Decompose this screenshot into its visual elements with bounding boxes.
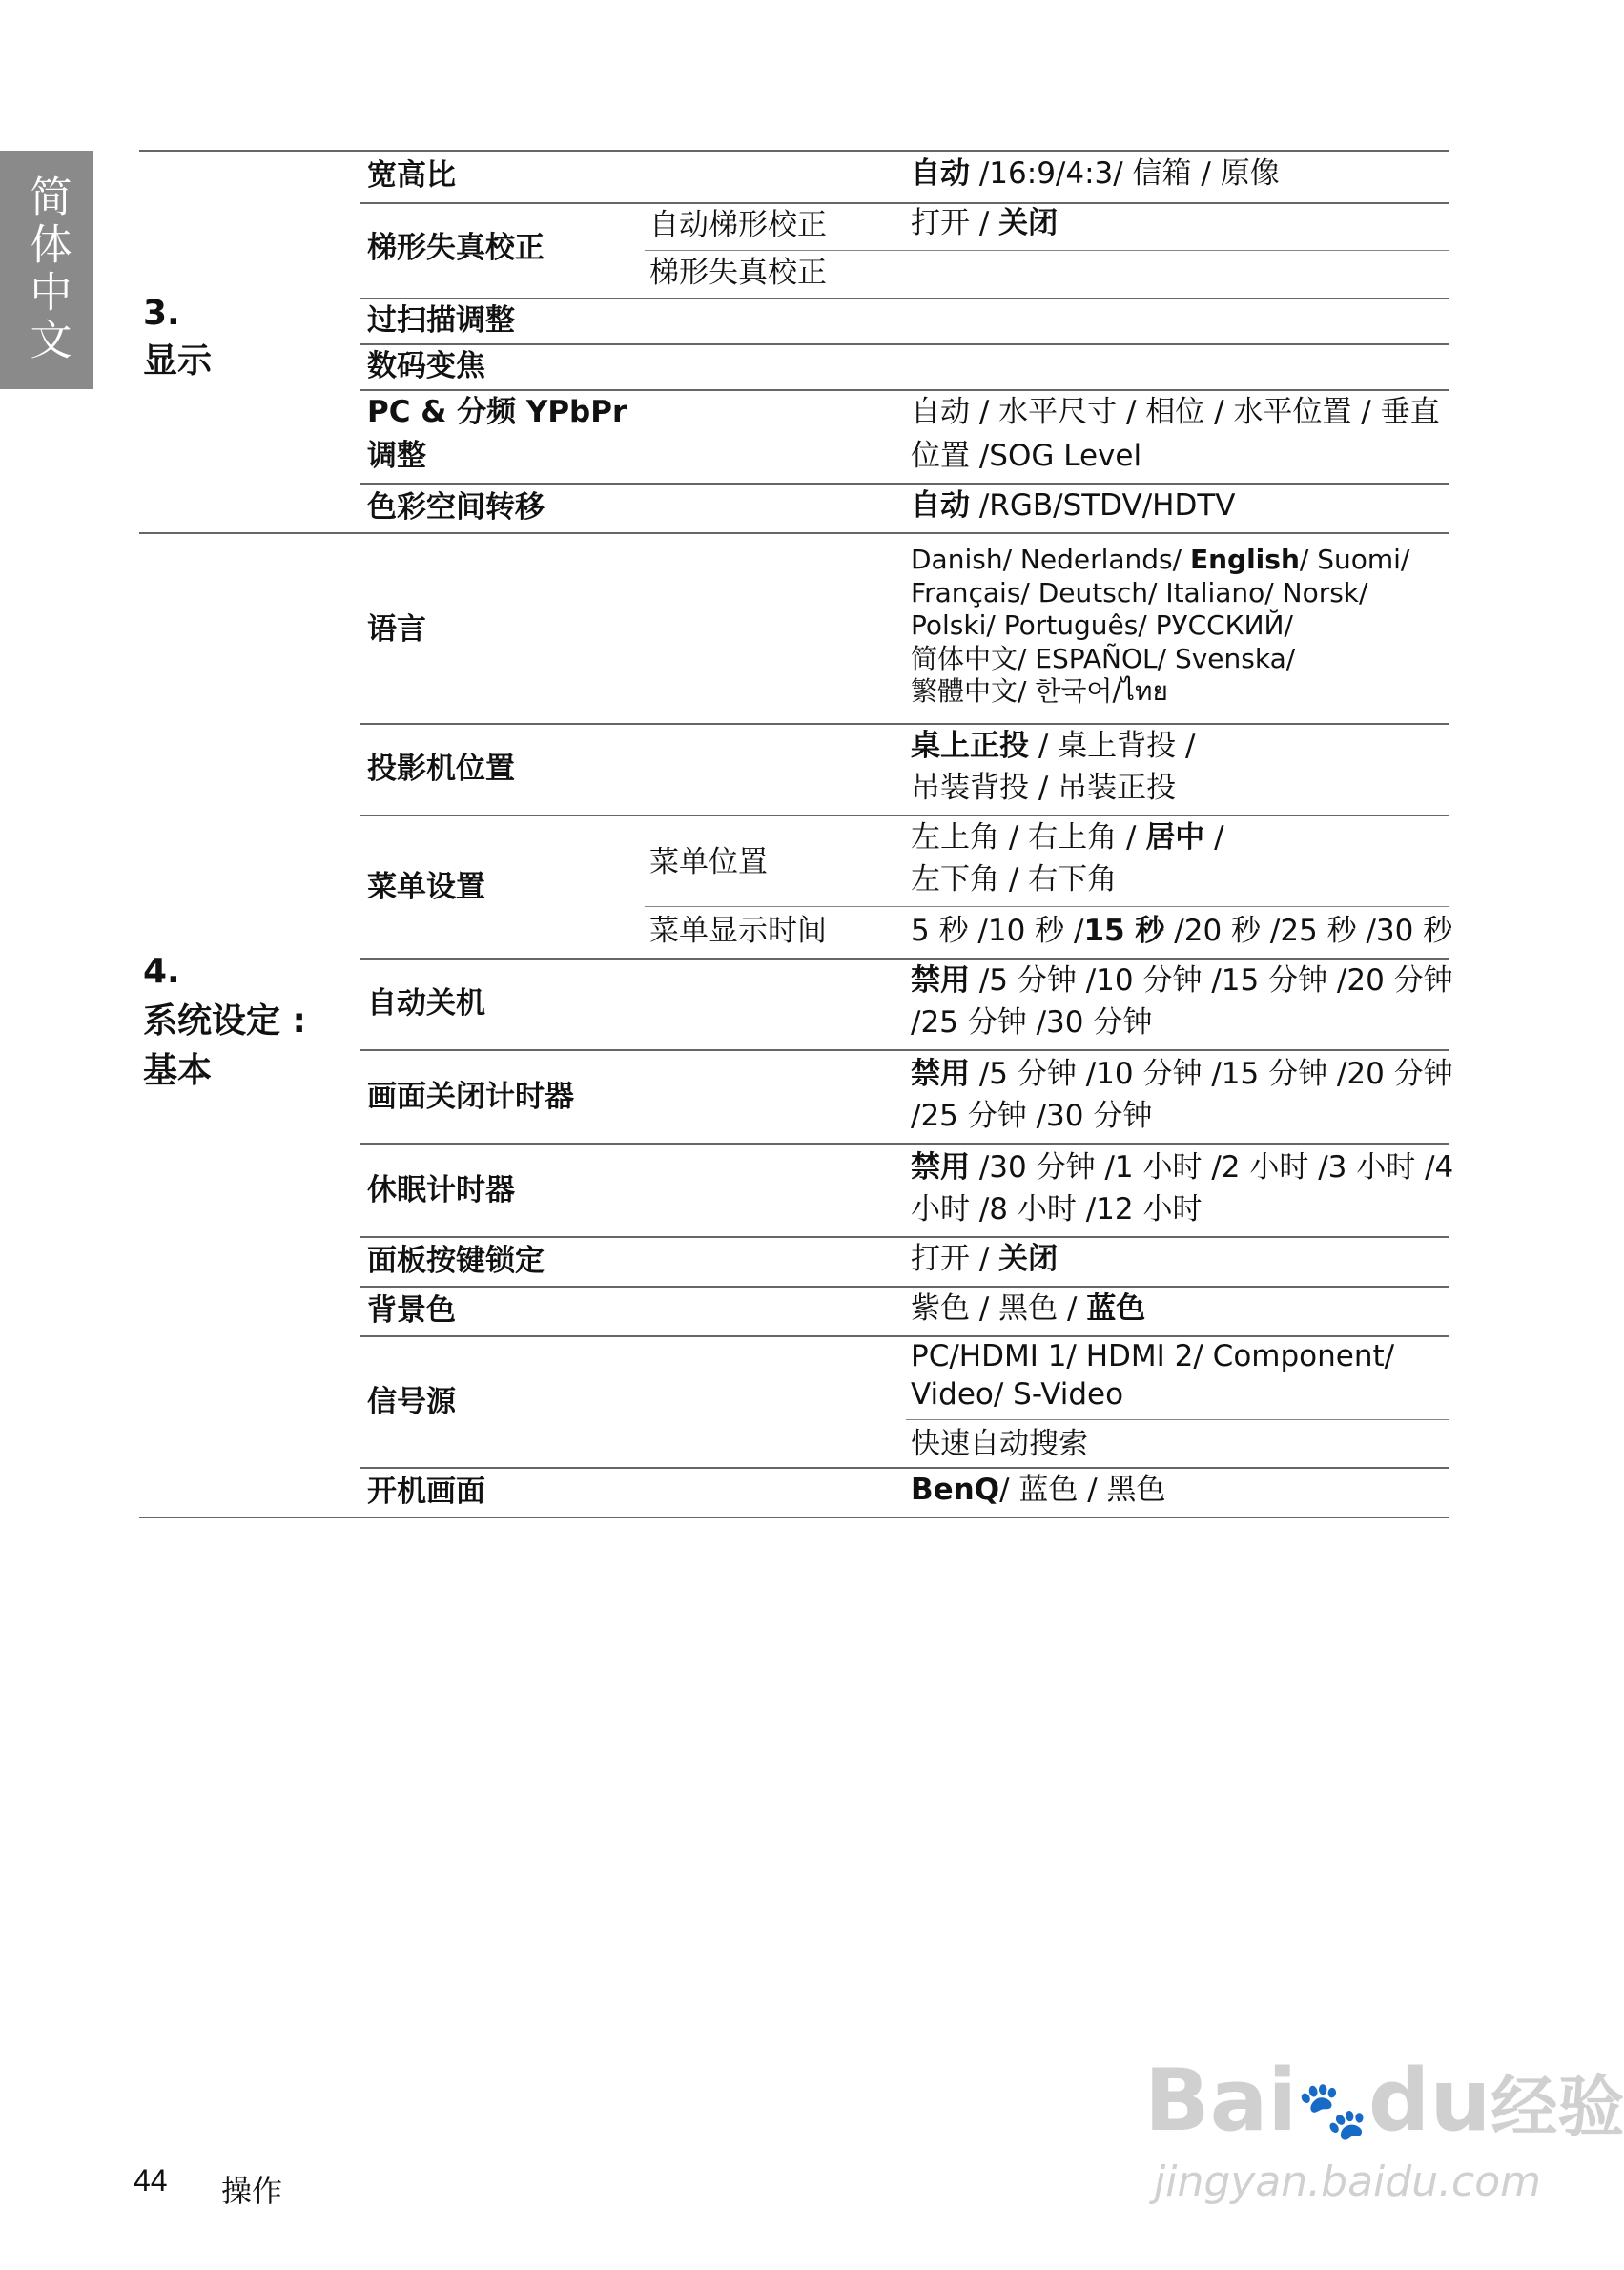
value-auto-off: 禁用 /5 分钟 /10 分钟 /15 分钟 /20 分钟 <box>911 963 1453 998</box>
rule <box>360 1286 1449 1288</box>
page-number: 44 <box>134 2163 168 2198</box>
row-label-panel-key-lock: 面板按键锁定 <box>367 1244 545 1278</box>
rule <box>360 815 1449 816</box>
value-aspect: 自动 /16:9/4:3/ 信箱 / 原像 <box>911 156 1280 191</box>
rule <box>360 202 1449 204</box>
value-blank-timer: 禁用 /5 分钟 /10 分钟 /15 分钟 /20 分钟 <box>911 1057 1453 1091</box>
value-sleep-timer: 禁用 /30 分钟 /1 小时 /2 小时 /3 小时 /4 <box>911 1150 1454 1185</box>
value-auto-off-2: /25 分钟 /30 分钟 <box>911 1005 1153 1040</box>
sub-label-keystone: 梯形失真校正 <box>649 256 827 290</box>
value-blank-timer-2: /25 分钟 /30 分钟 <box>911 1099 1153 1133</box>
value-panel-key-lock: 打开 / 关闭 <box>911 1242 1059 1276</box>
sub-label-menu-time: 菜单显示时间 <box>649 914 827 948</box>
language-side-tab: 简体中文 <box>0 151 93 389</box>
section-4-title-2: 基本 <box>143 1051 213 1090</box>
row-label-pc-ypbpr: PC & 分频 YPbPr <box>367 395 627 429</box>
rule <box>360 1236 1449 1238</box>
value-color-space: 自动 /RGB/STDV/HDTV <box>911 488 1236 523</box>
value-input-source: PC/HDMI 1/ HDMI 2/ Component/ <box>911 1339 1395 1373</box>
rule <box>906 1419 1449 1420</box>
value-auto-keystone: 打开 / 关闭 <box>911 206 1059 240</box>
section-4-number: 4. <box>143 952 180 991</box>
row-label-background-color: 背景色 <box>367 1293 456 1328</box>
value-input-source-2: Video/ S-Video <box>911 1377 1124 1412</box>
value-pc-ypbpr-2: 位置 /SOG Level <box>911 439 1142 473</box>
rule <box>645 906 1449 907</box>
row-label-zoom: 数码变焦 <box>367 349 485 383</box>
row-label-aspect: 宽高比 <box>367 158 456 193</box>
row-label-color-space: 色彩空间转移 <box>367 490 545 525</box>
rule <box>360 723 1449 725</box>
rule-bottom <box>139 1517 1449 1518</box>
baidu-watermark-url: jingyan.baidu.com <box>1154 2157 1542 2206</box>
rule-top <box>139 150 1449 152</box>
value-pc-ypbpr: 自动 / 水平尺寸 / 相位 / 水平位置 / 垂直 <box>911 395 1440 429</box>
row-label-language: 语言 <box>367 612 426 647</box>
rule <box>360 483 1449 485</box>
value-language-line: Polski/ Português/ РУССКИЙ/ <box>911 609 1293 641</box>
section-3-number: 3. <box>143 294 180 333</box>
value-projector-position: 桌上正投 / 桌上背投 / <box>911 729 1196 763</box>
sub-label-auto-keystone: 自动梯形校正 <box>649 208 827 242</box>
value-menu-position-2: 左下角 / 右下角 <box>911 862 1118 897</box>
row-label-pc-ypbpr-2: 调整 <box>367 439 426 473</box>
value-menu-position: 左上角 / 右上角 / 居中 / <box>911 820 1224 855</box>
row-label-auto-off: 自动关机 <box>367 986 485 1021</box>
row-label-blank-timer: 画面关闭计时器 <box>367 1080 574 1114</box>
paw-icon: 🐾 <box>1297 2077 1368 2144</box>
row-label-sleep-timer: 休眠计时器 <box>367 1173 515 1207</box>
row-label-menu-settings: 菜单设置 <box>367 870 485 904</box>
rule <box>360 1467 1449 1469</box>
value-background-color: 紫色 / 黑色 / 蓝色 <box>911 1291 1146 1326</box>
value-sleep-timer-2: 小时 /8 小时 /12 小时 <box>911 1192 1203 1227</box>
row-label-projector-position: 投影机位置 <box>367 752 515 786</box>
rule <box>360 343 1449 345</box>
value-projector-position-2: 吊装背投 / 吊装正投 <box>911 771 1177 805</box>
rule <box>360 1143 1449 1145</box>
value-language-line: Danish/ Nederlands/ English/ Suomi/ <box>911 544 1410 575</box>
row-label-input-source: 信号源 <box>367 1385 456 1419</box>
row-label-overscan: 过扫描调整 <box>367 303 515 338</box>
footer-section-title: 操作 <box>221 2174 283 2208</box>
value-splash-screen: BenQ/ 蓝色 / 黑色 <box>911 1473 1166 1507</box>
section-4-title: 系统设定 : <box>143 1001 306 1041</box>
value-quick-auto-search: 快速自动搜索 <box>911 1427 1088 1461</box>
section-3-title: 显示 <box>143 341 213 381</box>
value-menu-time: 5 秒 /10 秒 /15 秒 /20 秒 /25 秒 /30 秒 <box>911 914 1453 948</box>
value-language-line: 繁體中文/ 한국어/ไทย <box>911 675 1168 707</box>
baidu-watermark-logo: Bai🐾du经验 <box>1144 2051 1624 2151</box>
value-language-line: 简体中文/ ESPAÑOL/ Svenska/ <box>911 643 1296 674</box>
rule <box>360 298 1449 299</box>
value-language-line: Français/ Deutsch/ Italiano/ Norsk/ <box>911 577 1368 609</box>
rule <box>645 250 1449 251</box>
rule <box>360 1049 1449 1051</box>
sub-label-menu-position: 菜单位置 <box>649 845 768 879</box>
row-label-splash-screen: 开机画面 <box>367 1475 485 1509</box>
rule-section <box>139 532 1449 534</box>
row-label-keystone: 梯形失真校正 <box>367 231 545 265</box>
